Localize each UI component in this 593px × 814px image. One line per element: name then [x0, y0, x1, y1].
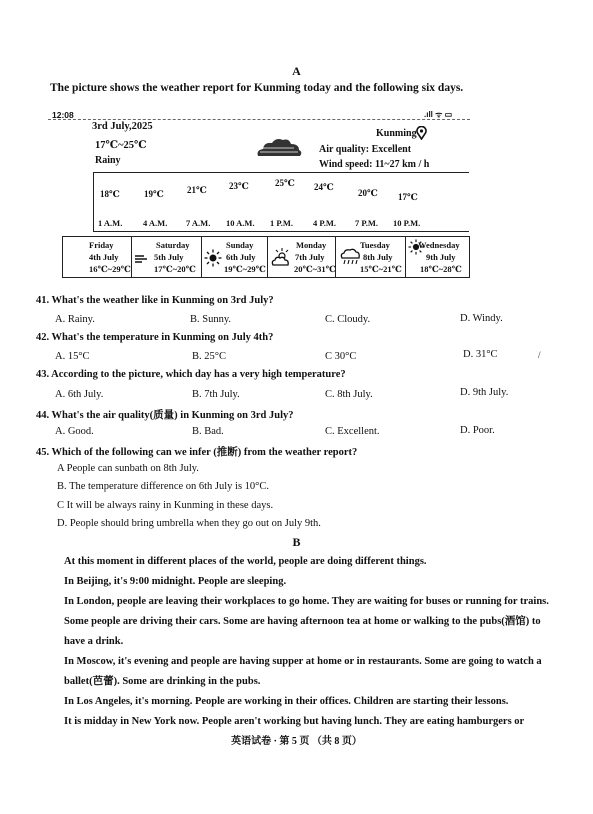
current-temp-range: 17℃~25℃ — [95, 140, 147, 151]
option: A. Rainy. — [55, 314, 95, 325]
forecast-day — [202, 236, 268, 278]
hourly-time: 1 P.M. — [270, 218, 294, 228]
option: D. Windy. — [460, 313, 503, 324]
rain-icon — [339, 247, 361, 269]
forecast-day-name: Sunday — [226, 240, 254, 250]
forecast-day-name: Tuesday — [360, 240, 390, 250]
option: D. Poor. — [460, 425, 495, 436]
section-a-heading: A — [292, 64, 301, 78]
paragraph: In London, people are leaving their workplaces to go home. They are waiting for buses or running for trains. Some people are driving their cars. Some are having afternoon tea at home or walking to the pubs(酒馆) to have a drink. — [64, 596, 549, 647]
option: B. Bad. — [192, 426, 224, 437]
option: A. Good. — [55, 426, 94, 437]
option: C. 8th July. — [325, 389, 373, 400]
current-condition: Rainy — [95, 155, 121, 166]
hourly-time: 4 P.M. — [313, 218, 337, 228]
option: D. 31°C — [463, 349, 498, 360]
hourly-time: 4 A.M. — [143, 218, 168, 228]
forecast-day — [406, 236, 470, 278]
forecast-date: 7th July — [295, 252, 325, 262]
option: C 30°C — [325, 351, 357, 362]
hourly-temp: 20℃ — [358, 188, 378, 198]
option: A People can sunbath on 8th July. — [57, 463, 199, 474]
forecast-day-name: Monday — [296, 240, 327, 250]
forecast-day — [132, 236, 202, 278]
paragraph: In Los Angeles, it's morning. People are working in their offices. Children are starting their lessons. — [64, 696, 509, 707]
option: B. 25°C — [192, 351, 226, 362]
city-name: Kunming — [376, 128, 417, 139]
question-41: 41. What's the weather like in Kunming on 3rd July? — [36, 295, 274, 306]
forecast-range: 16℃~29℃ — [89, 264, 131, 274]
hourly-time: 7 P.M. — [355, 218, 379, 228]
status-icons: .ıll ᯤ ▭ — [424, 110, 453, 119]
passage-b — [38, 552, 558, 732]
option: B. The temperature difference on 6th July is 10°C. — [57, 481, 270, 492]
hourly-temp: 21℃ — [187, 185, 207, 195]
question-43: 43. According to the picture, which day has a very high temperature? — [36, 369, 346, 380]
option: D. 9th July. — [460, 387, 509, 398]
question-42: 42. What's the temperature in Kunming on July 4th? — [36, 332, 274, 343]
forecast-day — [62, 236, 132, 278]
hourly-temp: 23℃ — [229, 181, 249, 191]
current-date: 3rd July,2025 — [92, 121, 153, 132]
option: C. Cloudy. — [325, 314, 371, 325]
forecast-range: 20℃~31℃ — [294, 264, 336, 274]
option: C. Excellent. — [325, 426, 380, 437]
option: C It will be always rainy in Kunming in these days. — [57, 500, 274, 511]
hourly-temp: 17℃ — [398, 192, 418, 202]
option: B. Sunny. — [190, 314, 232, 325]
question-45: 45. Which of the following can we infer (推断) from the weather report? — [36, 447, 358, 458]
location-pin-icon — [416, 126, 427, 145]
forecast-day-name: Wednesday — [418, 240, 460, 250]
hourly-time: 10 A.M. — [226, 218, 255, 228]
cloud-icon — [254, 136, 304, 163]
hourly-temp: 24℃ — [314, 182, 334, 192]
forecast-day — [336, 236, 406, 278]
option: A. 6th July. — [55, 389, 104, 400]
paragraph: It is midday in New York now. People aren't working but having lunch. They are eating hamburgers or — [64, 716, 525, 727]
paragraph: In Beijing, it's 9:00 midnight. People are sleeping. — [64, 576, 287, 587]
forecast-date: 4th July — [89, 252, 119, 262]
hourly-time: 1 A.M. — [98, 218, 123, 228]
forecast-day-name: Friday — [89, 240, 114, 250]
forecast-day — [268, 236, 336, 278]
paragraph: At this moment in different places of the world, people are doing different things. — [64, 556, 427, 567]
option: D. People should bring umbrella when they go out on July 9th. — [57, 518, 321, 529]
sunny-icon — [204, 249, 222, 269]
stray-mark: / — [538, 350, 541, 360]
wind-speed: Wind speed: 11~27 km / h — [319, 159, 430, 170]
forecast-range: 18℃~28℃ — [420, 264, 462, 274]
forecast-day-name: Saturday — [156, 240, 190, 250]
forecast-date: 9th July — [426, 252, 456, 262]
option: B. 7th July. — [192, 389, 240, 400]
status-time: 12:08 — [52, 110, 74, 120]
status-divider — [48, 119, 470, 120]
hourly-temp: 25℃ — [275, 178, 295, 188]
hourly-temp: 18℃ — [100, 189, 120, 199]
question-44: 44. What's the air quality(质量) in Kunming on 3rd July? — [36, 410, 294, 421]
intro-text: The picture shows the weather report for Kunming today and the following six days. — [50, 82, 464, 94]
forecast-date: 6th July — [226, 252, 256, 262]
forecast-range: 19℃~29℃ — [224, 264, 266, 274]
air-quality: Air quality: Excellent — [319, 144, 412, 155]
hourly-temp: 19℃ — [144, 189, 164, 199]
paragraph: In Moscow, it's evening and people are having supper at home or in restaurants. Some are going to watch a ballet(芭蕾). Some are drinking in the pubs. — [64, 656, 542, 687]
partly-cloudy-icon — [270, 247, 292, 269]
forecast-range: 17℃~20℃ — [154, 264, 196, 274]
hourly-time: 10 P.M. — [393, 218, 421, 228]
forecast-date: 5th July — [154, 252, 184, 262]
page-footer: 英语试卷 · 第 5 页 （共 8 页） — [231, 736, 362, 747]
forecast-range: 15℃~21℃ — [360, 264, 402, 274]
windy-icon — [134, 253, 148, 267]
section-b-heading: B — [292, 535, 301, 549]
hourly-time: 7 A.M. — [186, 218, 211, 228]
option: A. 15°C — [55, 351, 90, 362]
forecast-date: 8th July — [363, 252, 393, 262]
